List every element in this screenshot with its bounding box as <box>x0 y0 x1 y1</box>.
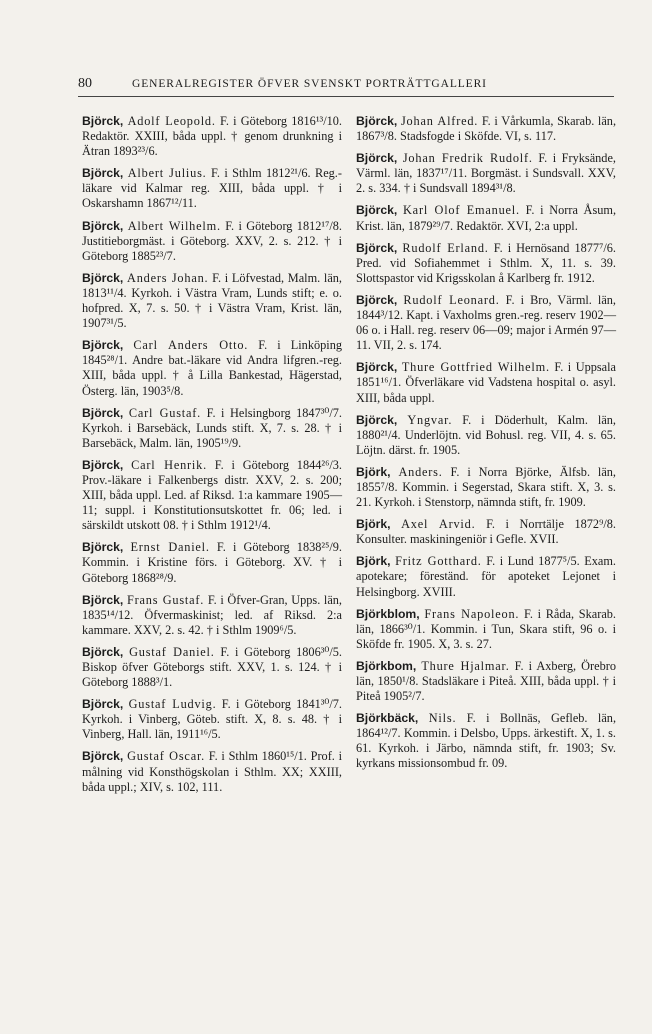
entry-text: F. i Öfver-Gran, Upps. län, 1835¹⁴/12. Öfvermaskinist; led. af Riksd. 2:a kammare. XXV, 2. s. 42. † i Sthlm 1909⁶/5. <box>82 592 342 637</box>
entry-surname: Björck, <box>356 412 398 427</box>
entry-given-names: Adolf Leopold. <box>127 114 216 128</box>
entry-surname: Björk, <box>356 554 391 569</box>
register-entry <box>356 554 616 599</box>
entry-surname: Björkblom, <box>356 606 420 621</box>
entry-surname: Björk, <box>356 464 391 479</box>
entry-text: F. i Döderhult, Kalm. län, 1880²¹/4. Underlöjtn. vid Bohusl. reg. VII, 4. s. 65. Löjtn. därst. fr. 1905. <box>356 412 617 457</box>
register-entry <box>356 360 616 405</box>
entry-given-names: Anders Johan. <box>127 270 209 285</box>
entry-given-names: Anders. <box>398 464 443 479</box>
entry-given-names: Nils. <box>428 711 457 726</box>
entry-text: F. i Vårkumla, Skarab. län, 1867³/8. Stadsfogde i Sköfde. VI, s. 117. <box>356 114 617 144</box>
entry-given-names: Yngvar. <box>407 412 453 427</box>
entry-given-names: Carl Anders Otto. <box>133 338 249 353</box>
left-column <box>82 114 342 802</box>
register-entry <box>356 659 616 704</box>
entry-text: F. i Sthlm 1860¹⁵/1. Prof. i målning vid Konsthögskolan i Sthlm. XX; XXIII, båda uppl.; XIV, s. 102, 111. <box>82 749 342 794</box>
entry-given-names: Ernst Daniel. <box>130 540 210 555</box>
entry-given-names: Johan Fredrik Rudolf. <box>402 151 533 166</box>
entry-given-names: Gustaf Oscar. <box>127 749 206 764</box>
register-entry <box>82 406 342 451</box>
register-entry <box>82 593 342 638</box>
entry-surname: Björck, <box>82 166 124 181</box>
entry-surname: Björck, <box>82 338 124 353</box>
register-entry <box>356 465 616 510</box>
entry-given-names: Frans Napoleon. <box>424 606 520 621</box>
entry-surname: Björck, <box>356 360 398 375</box>
page-number: 80 <box>78 76 92 91</box>
entry-given-names: Johan Alfred. <box>400 114 479 128</box>
entry-surname: Björck, <box>356 151 398 166</box>
running-title: GENERALREGISTER ÖFVER SVENSKT PORTRÄTTGALLERI <box>132 78 487 90</box>
entry-text: F. i Bro, Värml. län, 1844³/12. Kapt. i Vaxholms gren.-reg. reserv 1902—06 o. i Hall. reg. reserv 06—09; major i Armén 97—11. VII, 2. s. 174. <box>356 292 617 353</box>
register-entry <box>82 697 342 742</box>
entry-given-names: Rudolf Erland. <box>402 240 489 255</box>
entry-surname: Björck, <box>82 697 124 712</box>
register-entry <box>82 166 342 211</box>
entry-surname: Björck, <box>82 270 124 285</box>
entry-text: F. i Göteborg 1812¹⁷/8. Justitieborgmäst. i Göteborg. XXV, 2. s. 212. † i Göteborg 1885²³/7. <box>82 218 343 263</box>
entry-given-names: Frans Gustaf. <box>126 592 205 607</box>
entry-text: F. i Göteborg 1816¹³/10. Redaktör. XXIII, båda uppl. † genom drunkning i Ätran 1893²³/6. <box>82 114 342 159</box>
entry-text: F. i Göteborg 1806³⁰/5. Biskop öfver Göteborgs stift. XXV, 1. s. 124. † i Göteborg 1888³/1. <box>82 644 342 690</box>
register-entry <box>356 711 616 771</box>
entry-surname: Björck, <box>356 292 398 307</box>
entry-text: F. i Löfvestad, Malm. län, 1813¹¹/4. Kyrkoh. i Västra Vram, Lunds stift; e. o. hofpred. X, 7. s. 50. † i Västra Vram, Krist. län, 1907³¹/5. <box>82 270 343 331</box>
entry-text: F. i Göteborg 1841³⁰/7. Kyrkoh. i Vinberg, Göteb. stift. X, 8. s. 48. † i Vinberg, Hall. län, 1911¹⁶/5. <box>82 697 342 742</box>
entry-text: F. i Göteborg 1844²⁶/3. Prov.-läkare i Falkenbergs distr. XXV, 2. s. 200; XIII, båda uppl. Led. af Riksd. 1:a kammare 1905—11; suppl. i Konstitutionsutskottet fr. 06; led. i särskildt utskott 08. † i Sthlm 1912¹/4. <box>82 457 343 533</box>
register-entry <box>82 114 342 159</box>
entry-text: F. i Helsingborg 1847³⁰/7. Kyrkoh. i Barsebäck, Lunds stift. X, 7. s. 28. † i Barsebäck, Malm. län, 1905¹⁹/9. <box>82 405 342 450</box>
entry-given-names: Axel Arvid. <box>401 517 476 532</box>
entry-given-names: Gustaf Daniel. <box>129 644 215 659</box>
entry-text: F. i Uppsala 1851¹⁶/1. Öfverläkare vid Vadstena hospital o. asyl. XIII, båda uppl. <box>356 360 616 405</box>
entry-text: F. i Göteborg 1838²⁵/9. Kommin. i Kristine förs. i Göteborg. XV. † i Göteborg 1868²⁸/9. <box>82 540 343 585</box>
register-entry <box>356 241 616 286</box>
register-entry <box>82 271 342 331</box>
entry-surname: Björck, <box>356 240 398 255</box>
entry-surname: Björck, <box>82 540 124 555</box>
entry-text: F. i Norrtälje 1872⁹/8. Konsulter. maskiningeniör i Gefle. XVII. <box>356 517 617 547</box>
register-entry <box>82 540 342 585</box>
entry-surname: Björck, <box>82 114 124 128</box>
entry-given-names: Albert Julius. <box>127 166 207 181</box>
entry-given-names: Karl Olof Emanuel. <box>403 203 520 218</box>
entry-surname: Björk, <box>356 517 391 532</box>
entry-surname: Björck, <box>82 457 124 472</box>
entry-text: F. i Fryksände, Värml. län, 1837¹⁷/11. Borgmäst. i Sundsvall. XXV, 2. s. 334. † i Sundsvall 1894³¹/8. <box>356 151 616 196</box>
entry-text: F. i Norra Björke, Älfsb. län, 1855⁷/8. Kommin. i Segerstad, Skara stift. X, 3. s. 21. Kyrkoh. i Stenstorp, nämnda stift, fr. 1909. <box>356 464 617 510</box>
entry-surname: Björck, <box>356 203 398 218</box>
entry-text: F. i Lund 1877⁵/5. Exam. apotekare; föreständ. för apoteket Lejonet i Helsingborg. XVIII. <box>356 554 617 599</box>
entry-surname: Björkbom, <box>356 658 417 673</box>
entry-text: F. i Hernösand 1877⁷/6. Pred. vid Sofiahemmet i Sthlm. X, 11. s. 39. Slottspastor vid Krigsskolan å Karlberg fr. 1912. <box>356 240 617 285</box>
register-entry <box>82 338 342 398</box>
entry-text: F. i Axberg, Örebro län, 1850¹/8. Stadsläkare i Piteå. XIII, båda uppl. † i Piteå 1905²/7. <box>356 658 616 704</box>
entry-given-names: Thure Gottfried Wilhelm. <box>401 360 550 375</box>
entry-text: F. i Råda, Skarab. län, 1866³⁰/1. Kommin. i Tun, Skara stift, 96 o. i Sköfde fr. 1905. X, 3. s. 27. <box>356 606 616 651</box>
right-column <box>356 114 616 779</box>
register-entry <box>356 293 616 353</box>
entry-surname: Björck, <box>82 405 124 420</box>
page-header <box>78 76 614 97</box>
entry-text: F. i Norra Åsum, Krist. län, 1879²⁹/7. Redaktör. XVI, 2:a uppl. <box>356 203 617 233</box>
entry-given-names: Thure Hjalmar. <box>421 658 510 673</box>
entry-text: F. i Sthlm 1812²¹/6. Reg.-läkare vid Kalmar reg. XIII, båda uppl. † i Oskarshamn 1867¹²/11. <box>82 166 342 211</box>
register-entry <box>356 607 616 652</box>
entry-surname: Björck, <box>82 644 124 659</box>
entry-given-names: Gustaf Ludvig. <box>128 697 217 712</box>
register-entry <box>82 219 342 264</box>
register-entry <box>82 458 342 533</box>
entry-given-names: Carl Gustaf. <box>128 405 202 420</box>
entry-text: F. i Bollnäs, Gefleb. län, 1864¹²/7. Kommin. i Delsbo, Upps. ärkestift. X, 1. s. 61. Kyrkoh. i Järbo, nämnda stift, fr. 1903; Sv. kyrkans missionsombud fr. 09. <box>356 711 617 771</box>
entry-given-names: Rudolf Leonard. <box>403 292 500 307</box>
entry-surname: Björck, <box>82 592 124 607</box>
entry-surname: Björck, <box>82 749 124 764</box>
entry-given-names: Albert Wilhelm. <box>127 218 221 233</box>
register-entry <box>82 749 342 794</box>
register-entry <box>82 645 342 690</box>
entry-text: F. i Linköping 1845²⁸/1. Andre bat.-läkare vid Andra lifgren.-reg. XIII, båda uppl. † å Lilla Bankestad, Hägerstad, Österg. län, 1903⁵/8. <box>82 338 342 398</box>
register-entry <box>356 151 616 196</box>
register-entry <box>356 203 616 233</box>
entry-given-names: Carl Henrik. <box>131 457 207 472</box>
entry-surname: Björck, <box>356 114 398 128</box>
register-entry <box>356 413 616 458</box>
register-entry <box>356 114 616 144</box>
entry-given-names: Fritz Gotthard. <box>395 554 482 569</box>
entry-surname: Björkbäck, <box>356 711 419 726</box>
entry-surname: Björck, <box>82 218 124 233</box>
register-entry <box>356 517 616 547</box>
